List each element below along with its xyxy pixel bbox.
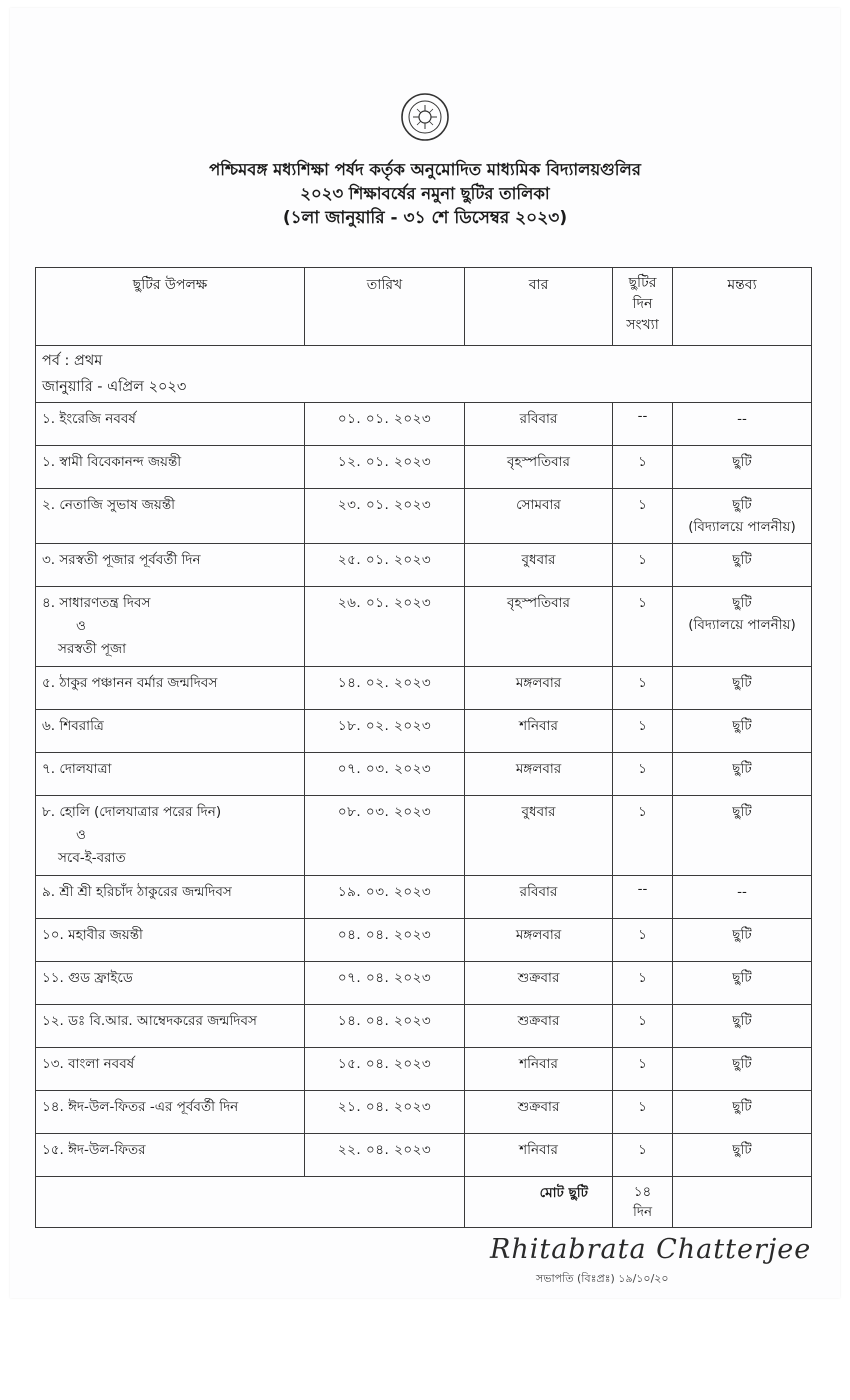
table-row bbox=[36, 753, 812, 796]
occasion-cell: ১১. গুড ফ্রাইডে bbox=[36, 962, 305, 1005]
occasion-line-2: সরস্বতী পূজা bbox=[58, 641, 126, 657]
day-cell: বুধবার bbox=[465, 796, 613, 876]
count-cell: ১ bbox=[613, 753, 673, 796]
day-cell: শুক্রবার bbox=[465, 962, 613, 1005]
remark-cell: ছুটি bbox=[673, 667, 812, 710]
count-cell: ১ bbox=[613, 1048, 673, 1091]
date-cell: ২২. ০৪. ২০২৩ bbox=[305, 1134, 465, 1177]
col-day-header: বার bbox=[465, 268, 613, 346]
count-cell: ১ bbox=[613, 710, 673, 753]
date-cell: ০১. ০১. ২০২৩ bbox=[305, 403, 465, 446]
occasion-cell bbox=[36, 796, 305, 876]
table-row bbox=[36, 667, 812, 710]
remark-cell: ছুটি bbox=[673, 753, 812, 796]
day-cell: বৃহস্পতিবার bbox=[465, 587, 613, 667]
board-seal-icon bbox=[400, 92, 450, 142]
count-cell: ১ bbox=[613, 587, 673, 667]
count-cell: ১ bbox=[613, 919, 673, 962]
occasion-and: ও bbox=[76, 827, 86, 843]
date-cell: ০৭. ০৩. ২০২৩ bbox=[305, 753, 465, 796]
table-row bbox=[36, 876, 812, 919]
date-cell: ১৫. ০৪. ২০২৩ bbox=[305, 1048, 465, 1091]
count-cell: ১ bbox=[613, 1091, 673, 1134]
table-row bbox=[36, 446, 812, 489]
date-cell: ০৮. ০৩. ২০২৩ bbox=[305, 796, 465, 876]
occasion-cell: ১. স্বামী বিবেকানন্দ জয়ন্তী bbox=[36, 446, 305, 489]
section-row bbox=[36, 346, 812, 403]
period-label: জানুয়ারি - এপ্রিল ২০২৩ bbox=[42, 379, 187, 395]
table-row bbox=[36, 403, 812, 446]
occasion-cell: ৭. দোলযাত্রা bbox=[36, 753, 305, 796]
col-remarks-header: মন্তব্য bbox=[673, 268, 812, 346]
table-row bbox=[36, 1134, 812, 1177]
date-cell: ১২. ০১. ২০২৩ bbox=[305, 446, 465, 489]
remark-cell: ছুটি bbox=[673, 1091, 812, 1134]
table-row bbox=[36, 710, 812, 753]
count-cell: ১ bbox=[613, 796, 673, 876]
table-row bbox=[36, 1048, 812, 1091]
count-cell: ১ bbox=[613, 1134, 673, 1177]
day-cell: শুক্রবার bbox=[465, 1091, 613, 1134]
occasion-cell: ২. নেতাজি সুভাষ জয়ন্তী bbox=[36, 489, 305, 544]
holiday-table bbox=[35, 267, 812, 1228]
count-cell: ১ bbox=[613, 667, 673, 710]
heading-line-2: ২০২৩ শিক্ষাবর্ষের নমুনা ছুটির তালিকা bbox=[300, 184, 550, 203]
date-cell: ০৪. ০৪. ২০২৩ bbox=[305, 919, 465, 962]
day-cell: শনিবার bbox=[465, 1048, 613, 1091]
occasion-cell: ১০. মহাবীর জয়ন্তী bbox=[36, 919, 305, 962]
occasion-cell: ৩. সরস্বতী পূজার পূর্ববর্তী দিন bbox=[36, 544, 305, 587]
heading-line-1: পশ্চিমবঙ্গ মধ্যশিক্ষা পর্ষদ কর্তৃক অনুমোদিত মাধ্যমিক বিদ্যালয়গুলির bbox=[209, 160, 641, 179]
date-cell: ০৭. ০৪. ২০২৩ bbox=[305, 962, 465, 1005]
total-unit: দিন bbox=[632, 1204, 652, 1220]
day-cell: শুক্রবার bbox=[465, 1005, 613, 1048]
occasion-cell: ১৩. বাংলা নববর্ষ bbox=[36, 1048, 305, 1091]
day-cell: মঙ্গলবার bbox=[465, 919, 613, 962]
count-cell: ১ bbox=[613, 446, 673, 489]
remark-cell: ছুটি bbox=[673, 1005, 812, 1048]
document-heading bbox=[0, 158, 850, 230]
date-cell: ২৩. ০১. ২০২৩ bbox=[305, 489, 465, 544]
remark-cell: ছুটি bbox=[673, 544, 812, 587]
occasion-cell bbox=[36, 587, 305, 667]
day-cell: রবিবার bbox=[465, 403, 613, 446]
table-header-row bbox=[36, 268, 812, 346]
table-row bbox=[36, 1005, 812, 1048]
day-cell: শনিবার bbox=[465, 1134, 613, 1177]
day-cell: বৃহস্পতিবার bbox=[465, 446, 613, 489]
section-label: পর্ব : প্রথম bbox=[42, 353, 103, 369]
date-cell: ২৫. ০১. ২০২৩ bbox=[305, 544, 465, 587]
col-count-line-3: সংখ্যা bbox=[626, 317, 659, 333]
date-cell: ১৯. ০৩. ২০২৩ bbox=[305, 876, 465, 919]
occasion-cell: ৫. ঠাকুর পঞ্চানন বর্মার জন্মদিবস bbox=[36, 667, 305, 710]
count-cell: -- bbox=[613, 403, 673, 446]
count-cell: ১ bbox=[613, 489, 673, 544]
table-row bbox=[36, 919, 812, 962]
date-cell: ১৪. ০২. ২০২৩ bbox=[305, 667, 465, 710]
table-row bbox=[36, 962, 812, 1005]
day-cell: মঙ্গলবার bbox=[465, 667, 613, 710]
table-row bbox=[36, 1091, 812, 1134]
day-cell: সোমবার bbox=[465, 489, 613, 544]
remark-cell: ছুটি bbox=[673, 710, 812, 753]
remark-line-1: ছুটি bbox=[732, 595, 752, 611]
day-cell: বুধবার bbox=[465, 544, 613, 587]
total-count-cell bbox=[613, 1177, 673, 1228]
occasion-cell: ৬. শিবরাত্রি bbox=[36, 710, 305, 753]
date-cell: ১৪. ০৪. ২০২৩ bbox=[305, 1005, 465, 1048]
table-row bbox=[36, 796, 812, 876]
occasion-and: ও bbox=[76, 618, 86, 634]
occasion-line-1: ৪. সাধারণতন্ত্র দিবস bbox=[42, 595, 151, 611]
total-row bbox=[36, 1177, 812, 1228]
day-cell: শনিবার bbox=[465, 710, 613, 753]
col-occasion-header: ছুটির উপলক্ষ bbox=[36, 268, 305, 346]
remark-cell: ছুটি bbox=[673, 1134, 812, 1177]
table-row bbox=[36, 544, 812, 587]
table-row bbox=[36, 489, 812, 544]
count-cell: -- bbox=[613, 876, 673, 919]
date-cell: ২১. ০৪. ২০২৩ bbox=[305, 1091, 465, 1134]
count-cell: ১ bbox=[613, 1005, 673, 1048]
signature-block bbox=[490, 1234, 830, 1284]
col-count-line-2: দিন bbox=[632, 296, 653, 312]
occasion-cell: ১৫. ঈদ-উল-ফিতর bbox=[36, 1134, 305, 1177]
total-label: মোট ছুটি bbox=[465, 1177, 613, 1228]
day-cell: রবিবার bbox=[465, 876, 613, 919]
remark-cell: ছুটি bbox=[673, 1048, 812, 1091]
date-cell: ২৬. ০১. ২০২৩ bbox=[305, 587, 465, 667]
remark-cell: ছুটি bbox=[673, 446, 812, 489]
heading-line-3: (১লা জানুয়ারি - ৩১ শে ডিসেম্বর ২০২৩) bbox=[282, 208, 568, 228]
day-cell: মঙ্গলবার bbox=[465, 753, 613, 796]
col-date-header: তারিখ bbox=[305, 268, 465, 346]
occasion-cell: ৯. শ্রী শ্রী হরিচাঁদ ঠাকুরের জন্মদিবস bbox=[36, 876, 305, 919]
remark-cell: ছুটি bbox=[673, 796, 812, 876]
signature-note: সভাপতি (বিঃপ্রঃ) ১৯/১০/২০ bbox=[536, 1272, 669, 1285]
table-row bbox=[36, 587, 812, 667]
occasion-cell: ১৪. ঈদ-উল-ফিতর -এর পূর্ববর্তী দিন bbox=[36, 1091, 305, 1134]
remark-cell: ছুটি bbox=[673, 919, 812, 962]
signature-name: Rhitabrata Chatterjee bbox=[490, 1234, 812, 1265]
occasion-cell: ১২. ডঃ বি.আর. আম্বেদকরের জন্মদিবস bbox=[36, 1005, 305, 1048]
remark-cell bbox=[673, 489, 812, 544]
occasion-cell: ১. ইংরেজি নববর্ষ bbox=[36, 403, 305, 446]
remark-cell: -- bbox=[673, 876, 812, 919]
col-count-line-1: ছুটির bbox=[628, 275, 657, 291]
date-cell: ১৮. ০২. ২০২৩ bbox=[305, 710, 465, 753]
count-cell: ১ bbox=[613, 544, 673, 587]
total-empty-cell bbox=[36, 1177, 465, 1228]
remark-line-1: ছুটি bbox=[732, 497, 752, 513]
occasion-line-1: ৮. হোলি (দোলযাত্রার পরের দিন) bbox=[42, 804, 222, 820]
count-cell: ১ bbox=[613, 962, 673, 1005]
total-count: ১৪ bbox=[633, 1184, 652, 1200]
remark-line-2: (বিদ্যালয়ে পালনীয়) bbox=[688, 617, 796, 633]
holiday-table-wrapper bbox=[35, 267, 811, 1228]
total-remark-cell bbox=[673, 1177, 812, 1228]
remark-cell: -- bbox=[673, 403, 812, 446]
col-count-header bbox=[613, 268, 673, 346]
occasion-line-2: সবে-ই-বরাত bbox=[58, 850, 126, 866]
remark-line-2: (বিদ্যালয়ে পালনীয়) bbox=[688, 519, 796, 535]
section-cell bbox=[36, 346, 812, 403]
remark-cell bbox=[673, 587, 812, 667]
remark-cell: ছুটি bbox=[673, 962, 812, 1005]
